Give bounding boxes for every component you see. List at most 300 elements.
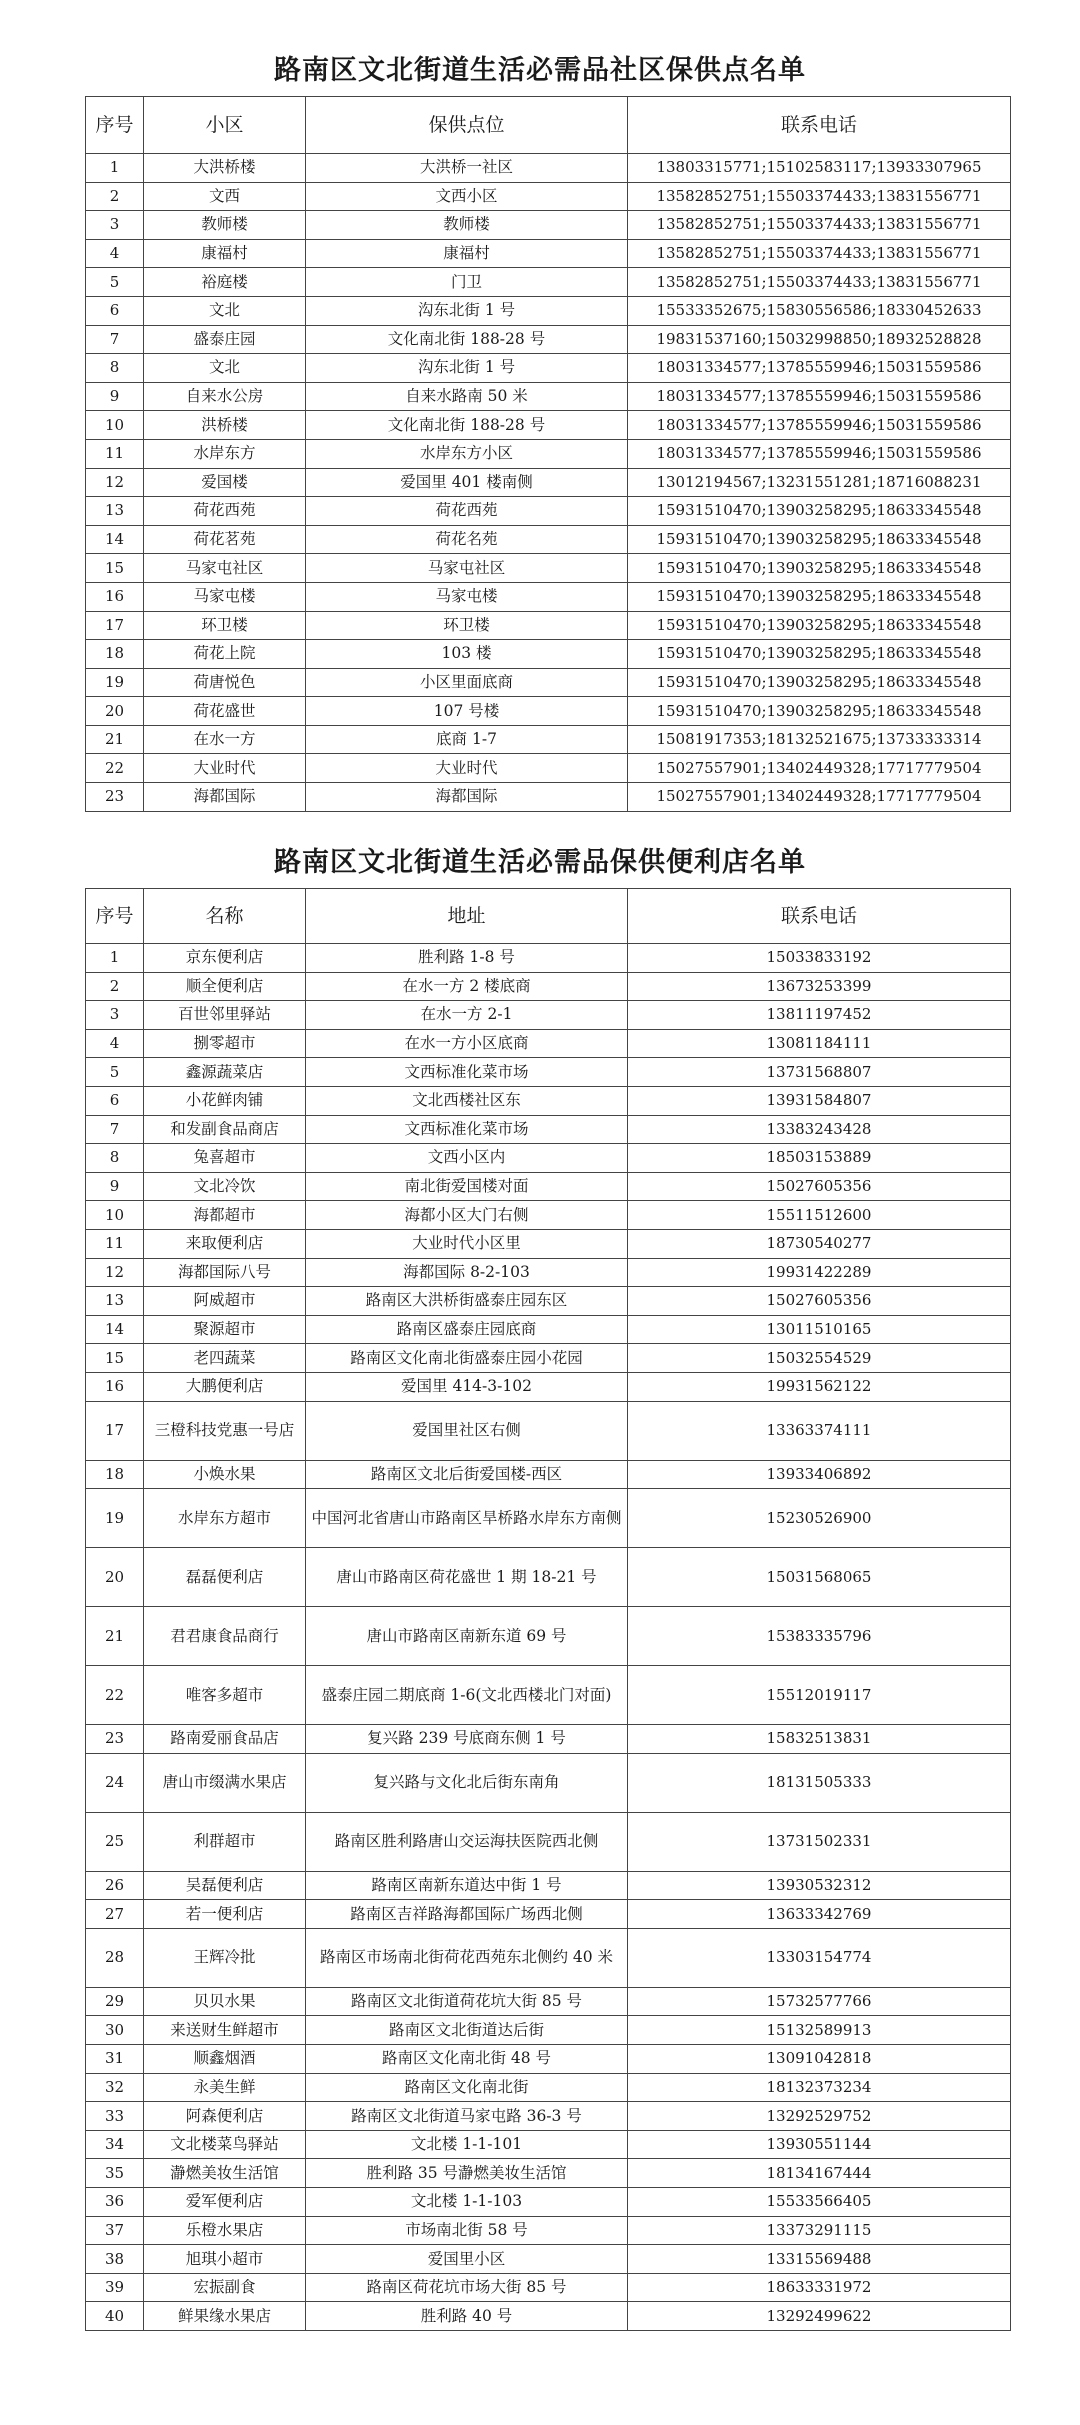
cell-location: 海都国际 8-2-103 (306, 1258, 628, 1287)
cell-phone: 13933406892 (628, 1460, 1011, 1489)
cell-index: 23 (86, 1725, 144, 1754)
cell-location: 路南区文北街道荷花坑大街 85 号 (306, 1987, 628, 2016)
header-index: 序号 (86, 889, 144, 944)
cell-index: 4 (86, 239, 144, 268)
cell-location: 复兴路 239 号底商东侧 1 号 (306, 1725, 628, 1754)
cell-location: 爱国里小区 (306, 2245, 628, 2274)
table-row (86, 2045, 1011, 2074)
cell-index: 24 (86, 1753, 144, 1812)
table-row (86, 1258, 1011, 1287)
cell-index: 3 (86, 211, 144, 240)
cell-name: 吴磊便利店 (144, 1871, 306, 1900)
cell-phone: 19831537160;15032998850;18932528828 (628, 325, 1011, 354)
cell-index: 22 (86, 754, 144, 783)
cell-phone: 13383243428 (628, 1115, 1011, 1144)
cell-name: 荷花茗苑 (144, 525, 306, 554)
cell-location: 文化南北街 188-28 号 (306, 325, 628, 354)
cell-index: 8 (86, 354, 144, 383)
cell-name: 自来水公房 (144, 382, 306, 411)
cell-index: 13 (86, 1287, 144, 1316)
cell-location: 大业时代 (306, 754, 628, 783)
table-row (86, 2302, 1011, 2331)
cell-name: 环卫楼 (144, 611, 306, 640)
cell-name: 在水一方 (144, 725, 306, 754)
cell-name: 荷花盛世 (144, 697, 306, 726)
cell-name: 利群超市 (144, 1812, 306, 1871)
community-supply-list-title: 路南区文北街道生活必需品社区保供点名单 (274, 55, 806, 86)
cell-name: 兔喜超市 (144, 1144, 306, 1173)
cell-index: 8 (86, 1144, 144, 1173)
cell-location: 荷花名苑 (306, 525, 628, 554)
cell-phone: 18131505333 (628, 1753, 1011, 1812)
table-row (86, 1144, 1011, 1173)
cell-phone: 15533352675;15830556586;18330452633 (628, 296, 1011, 325)
table-row (86, 2073, 1011, 2102)
cell-location: 中国河北省唐山市路南区旱桥路水岸东方南侧 (306, 1489, 628, 1548)
cell-phone: 15832513831 (628, 1725, 1011, 1754)
table-row (86, 2273, 1011, 2302)
table-row (86, 1229, 1011, 1258)
table-row (86, 182, 1011, 211)
cell-phone: 13803315771;15102583117;13933307965 (628, 154, 1011, 183)
header-index: 序号 (86, 97, 144, 154)
cell-index: 32 (86, 2073, 144, 2102)
cell-name: 文北 (144, 296, 306, 325)
cell-phone: 15132589913 (628, 2016, 1011, 2045)
cell-location: 环卫楼 (306, 611, 628, 640)
cell-index: 34 (86, 2130, 144, 2159)
header-phone: 联系电话 (628, 889, 1011, 944)
cell-location: 水岸东方小区 (306, 439, 628, 468)
cell-index: 9 (86, 382, 144, 411)
table-row (86, 1871, 1011, 1900)
table-row (86, 211, 1011, 240)
cell-phone: 15931510470;13903258295;18633345548 (628, 668, 1011, 697)
cell-name: 唐山市缀满水果店 (144, 1753, 306, 1812)
table-row (86, 668, 1011, 697)
table-row (86, 1812, 1011, 1871)
cell-phone: 13930551144 (628, 2130, 1011, 2159)
cell-phone: 13582852751;15503374433;13831556771 (628, 268, 1011, 297)
cell-index: 11 (86, 439, 144, 468)
table-row (86, 725, 1011, 754)
table-row (86, 2188, 1011, 2217)
cell-name: 荷花上院 (144, 640, 306, 669)
cell-index: 10 (86, 1201, 144, 1230)
cell-index: 40 (86, 2302, 144, 2331)
cell-location: 大业时代小区里 (306, 1229, 628, 1258)
cell-phone: 15027557901;13402449328;17717779504 (628, 754, 1011, 783)
cell-index: 7 (86, 325, 144, 354)
cell-index: 23 (86, 783, 144, 812)
header-phone: 联系电话 (628, 97, 1011, 154)
cell-index: 2 (86, 972, 144, 1001)
table-row (86, 525, 1011, 554)
cell-location: 文西小区内 (306, 1144, 628, 1173)
cell-phone: 15230526900 (628, 1489, 1011, 1548)
cell-index: 27 (86, 1900, 144, 1929)
cell-location: 文化南北街 188-28 号 (306, 411, 628, 440)
cell-index: 20 (86, 697, 144, 726)
cell-location: 文西小区 (306, 182, 628, 211)
cell-name: 荷花西苑 (144, 497, 306, 526)
cell-name: 教师楼 (144, 211, 306, 240)
cell-index: 9 (86, 1172, 144, 1201)
cell-name: 来取便利店 (144, 1229, 306, 1258)
cell-location: 盛泰庄园二期底商 1-6(文北西楼北门对面) (306, 1666, 628, 1725)
table-row (86, 1489, 1011, 1548)
cell-name: 鲜果缘水果店 (144, 2302, 306, 2331)
cell-location: 门卫 (306, 268, 628, 297)
cell-name: 京东便利店 (144, 944, 306, 973)
cell-phone: 18031334577;13785559946;15031559586 (628, 382, 1011, 411)
cell-phone: 15931510470;13903258295;18633345548 (628, 525, 1011, 554)
cell-phone: 13582852751;15503374433;13831556771 (628, 211, 1011, 240)
table-row (86, 611, 1011, 640)
cell-name: 大业时代 (144, 754, 306, 783)
table-header-row (86, 97, 1011, 154)
table-row (86, 325, 1011, 354)
cell-phone: 15931510470;13903258295;18633345548 (628, 497, 1011, 526)
cell-index: 10 (86, 411, 144, 440)
cell-phone: 18503153889 (628, 1144, 1011, 1173)
cell-phone: 15033833192 (628, 944, 1011, 973)
cell-location: 文北楼 1-1-103 (306, 2188, 628, 2217)
cell-phone: 13731502331 (628, 1812, 1011, 1871)
cell-location: 路南区荷花坑市场大街 85 号 (306, 2273, 628, 2302)
cell-location: 沟东北街 1 号 (306, 354, 628, 383)
cell-name: 老四蔬菜 (144, 1344, 306, 1373)
table-row (86, 1725, 1011, 1754)
cell-phone: 13091042818 (628, 2045, 1011, 2074)
cell-name: 磊磊便利店 (144, 1548, 306, 1607)
table-row (86, 1607, 1011, 1666)
cell-name: 顺全便利店 (144, 972, 306, 1001)
cell-index: 17 (86, 1401, 144, 1460)
cell-phone: 13315569488 (628, 2245, 1011, 2274)
cell-name: 路南爱丽食品店 (144, 1725, 306, 1754)
cell-location: 在水一方小区底商 (306, 1029, 628, 1058)
table-row (86, 2016, 1011, 2045)
table-row (86, 1548, 1011, 1607)
table-row (86, 1666, 1011, 1725)
cell-name: 大洪桥楼 (144, 154, 306, 183)
cell-location: 荷花西苑 (306, 497, 628, 526)
cell-phone: 15512019117 (628, 1666, 1011, 1725)
cell-name: 宏振副食 (144, 2273, 306, 2302)
cell-phone: 13303154774 (628, 1928, 1011, 1987)
cell-index: 15 (86, 1344, 144, 1373)
cell-location: 路南区吉祥路海都国际广场西北侧 (306, 1900, 628, 1929)
cell-name: 文西 (144, 182, 306, 211)
cell-index: 15 (86, 554, 144, 583)
cell-location: 在水一方 2 楼底商 (306, 972, 628, 1001)
cell-phone: 13633342769 (628, 1900, 1011, 1929)
cell-name: 阿威超市 (144, 1287, 306, 1316)
cell-name: 文北 (144, 354, 306, 383)
cell-location: 爱国里社区右侧 (306, 1401, 628, 1460)
cell-name: 来送财生鲜超市 (144, 2016, 306, 2045)
cell-phone: 15931510470;13903258295;18633345548 (628, 697, 1011, 726)
cell-phone: 13081184111 (628, 1029, 1011, 1058)
cell-name: 鑫源蔬菜店 (144, 1058, 306, 1087)
table-row (86, 1115, 1011, 1144)
table-row (86, 382, 1011, 411)
cell-location: 马家屯社区 (306, 554, 628, 583)
cell-index: 4 (86, 1029, 144, 1058)
cell-index: 6 (86, 296, 144, 325)
cell-index: 25 (86, 1812, 144, 1871)
cell-index: 2 (86, 182, 144, 211)
cell-name: 裕庭楼 (144, 268, 306, 297)
cell-name: 文北冷饮 (144, 1172, 306, 1201)
cell-index: 13 (86, 497, 144, 526)
cell-phone: 18132373234 (628, 2073, 1011, 2102)
cell-name: 小焕水果 (144, 1460, 306, 1489)
cell-index: 1 (86, 154, 144, 183)
cell-name: 荷唐悦色 (144, 668, 306, 697)
table-row (86, 2245, 1011, 2274)
cell-index: 29 (86, 1987, 144, 2016)
cell-location: 103 楼 (306, 640, 628, 669)
cell-name: 永美生鲜 (144, 2073, 306, 2102)
cell-index: 20 (86, 1548, 144, 1607)
cell-index: 18 (86, 640, 144, 669)
cell-name: 捌零超市 (144, 1029, 306, 1058)
cell-index: 17 (86, 611, 144, 640)
table-row (86, 582, 1011, 611)
cell-phone: 15931510470;13903258295;18633345548 (628, 554, 1011, 583)
cell-location: 爱国里 414-3-102 (306, 1372, 628, 1401)
cell-name: 小花鲜肉铺 (144, 1086, 306, 1115)
cell-phone: 18633331972 (628, 2273, 1011, 2302)
cell-phone: 15027605356 (628, 1287, 1011, 1316)
cell-phone: 13673253399 (628, 972, 1011, 1001)
cell-phone: 15931510470;13903258295;18633345548 (628, 611, 1011, 640)
cell-name: 君君康食品商行 (144, 1607, 306, 1666)
cell-index: 19 (86, 668, 144, 697)
cell-index: 33 (86, 2102, 144, 2131)
cell-phone: 19931422289 (628, 1258, 1011, 1287)
cell-location: 路南区盛泰庄园底商 (306, 1315, 628, 1344)
table-row (86, 1058, 1011, 1087)
cell-location: 底商 1-7 (306, 725, 628, 754)
cell-name: 若一便利店 (144, 1900, 306, 1929)
cell-index: 14 (86, 525, 144, 554)
cell-name: 贝贝水果 (144, 1987, 306, 2016)
table-row (86, 2102, 1011, 2131)
cell-phone: 13731568807 (628, 1058, 1011, 1087)
table-row (86, 944, 1011, 973)
cell-name: 和发副食品商店 (144, 1115, 306, 1144)
cell-location: 胜利路 40 号 (306, 2302, 628, 2331)
table-row (86, 1460, 1011, 1489)
cell-name: 聚源超市 (144, 1315, 306, 1344)
cell-index: 22 (86, 1666, 144, 1725)
cell-phone: 15027557901;13402449328;17717779504 (628, 783, 1011, 812)
cell-phone: 18031334577;13785559946;15031559586 (628, 354, 1011, 383)
cell-index: 28 (86, 1928, 144, 1987)
cell-index: 18 (86, 1460, 144, 1489)
cell-name: 大鹏便利店 (144, 1372, 306, 1401)
cell-location: 路南区文北街道马家屯路 36-3 号 (306, 2102, 628, 2131)
table-header-row (86, 889, 1011, 944)
cell-index: 37 (86, 2216, 144, 2245)
cell-location: 路南区大洪桥街盛泰庄园东区 (306, 1287, 628, 1316)
table-row (86, 1029, 1011, 1058)
table-row (86, 972, 1011, 1001)
cell-location: 自来水路南 50 米 (306, 382, 628, 411)
cell-phone: 13012194567;13231551281;18716088231 (628, 468, 1011, 497)
cell-location: 路南区胜利路唐山交运海扶医院西北侧 (306, 1812, 628, 1871)
table-row (86, 640, 1011, 669)
cell-phone: 13292529752 (628, 2102, 1011, 2131)
table-row (86, 2159, 1011, 2188)
table-row (86, 1315, 1011, 1344)
cell-location: 南北街爱国楼对面 (306, 1172, 628, 1201)
cell-location: 唐山市路南区南新东道 69 号 (306, 1607, 628, 1666)
cell-location: 海都小区大门右侧 (306, 1201, 628, 1230)
cell-location: 教师楼 (306, 211, 628, 240)
table-row (86, 296, 1011, 325)
cell-name: 水岸东方 (144, 439, 306, 468)
cell-location: 市场南北街 58 号 (306, 2216, 628, 2245)
cell-phone: 15931510470;13903258295;18633345548 (628, 640, 1011, 669)
cell-phone: 15511512600 (628, 1201, 1011, 1230)
cell-index: 39 (86, 2273, 144, 2302)
cell-phone: 18134167444 (628, 2159, 1011, 2188)
cell-index: 21 (86, 725, 144, 754)
cell-name: 瀞燃美妆生活馆 (144, 2159, 306, 2188)
cell-location: 路南区市场南北街荷花西苑东北侧约 40 米 (306, 1928, 628, 1987)
cell-location: 马家屯楼 (306, 582, 628, 611)
table-row (86, 1928, 1011, 1987)
cell-location: 路南区文化南北街 48 号 (306, 2045, 628, 2074)
cell-name: 文北楼菜鸟驿站 (144, 2130, 306, 2159)
cell-location: 路南区文化南北街 (306, 2073, 628, 2102)
cell-location: 胜利路 1-8 号 (306, 944, 628, 973)
table-row (86, 2130, 1011, 2159)
cell-index: 35 (86, 2159, 144, 2188)
cell-index: 36 (86, 2188, 144, 2217)
cell-location: 文北楼 1-1-101 (306, 2130, 628, 2159)
header-address: 地址 (306, 889, 628, 944)
cell-index: 7 (86, 1115, 144, 1144)
store-supply-table (85, 888, 1011, 2331)
cell-location: 路南区文化南北街盛泰庄园小花园 (306, 1344, 628, 1373)
cell-index: 12 (86, 468, 144, 497)
table-row (86, 1987, 1011, 2016)
cell-index: 14 (86, 1315, 144, 1344)
cell-name: 海都国际 (144, 783, 306, 812)
cell-name: 爱军便利店 (144, 2188, 306, 2217)
cell-location: 康福村 (306, 239, 628, 268)
cell-location: 爱国里 401 楼南侧 (306, 468, 628, 497)
community-supply-table (85, 96, 1011, 812)
table-row (86, 1001, 1011, 1030)
cell-phone: 13811197452 (628, 1001, 1011, 1030)
cell-phone: 13011510165 (628, 1315, 1011, 1344)
cell-location: 复兴路与文化北后街东南角 (306, 1753, 628, 1812)
table-row (86, 354, 1011, 383)
header-store-name: 名称 (144, 889, 306, 944)
cell-index: 3 (86, 1001, 144, 1030)
table-row (86, 1201, 1011, 1230)
cell-name: 王辉冷批 (144, 1928, 306, 1987)
cell-location: 文西标准化菜市场 (306, 1115, 628, 1144)
cell-location: 路南区南新东道达中街 1 号 (306, 1871, 628, 1900)
table-row (86, 1086, 1011, 1115)
cell-phone: 13582852751;15503374433;13831556771 (628, 182, 1011, 211)
cell-name: 唯客多超市 (144, 1666, 306, 1725)
cell-name: 乐橙水果店 (144, 2216, 306, 2245)
cell-name: 康福村 (144, 239, 306, 268)
cell-phone: 18031334577;13785559946;15031559586 (628, 411, 1011, 440)
cell-phone: 13363374111 (628, 1401, 1011, 1460)
cell-phone: 13930532312 (628, 1871, 1011, 1900)
cell-index: 19 (86, 1489, 144, 1548)
table-row (86, 411, 1011, 440)
cell-phone: 13373291115 (628, 2216, 1011, 2245)
cell-phone: 13582852751;15503374433;13831556771 (628, 239, 1011, 268)
cell-phone: 15032554529 (628, 1344, 1011, 1373)
cell-name: 水岸东方超市 (144, 1489, 306, 1548)
table-row (86, 154, 1011, 183)
cell-location: 路南区文北街道达后街 (306, 2016, 628, 2045)
cell-index: 5 (86, 268, 144, 297)
cell-phone: 18031334577;13785559946;15031559586 (628, 439, 1011, 468)
cell-name: 马家屯楼 (144, 582, 306, 611)
cell-location: 文北西楼社区东 (306, 1086, 628, 1115)
cell-location: 路南区文北后街爱国楼-西区 (306, 1460, 628, 1489)
cell-location: 海都国际 (306, 783, 628, 812)
cell-name: 爱国楼 (144, 468, 306, 497)
cell-phone: 15027605356 (628, 1172, 1011, 1201)
table-row (86, 754, 1011, 783)
table-row (86, 1753, 1011, 1812)
table-row (86, 1900, 1011, 1929)
cell-phone: 13292499622 (628, 2302, 1011, 2331)
cell-location: 唐山市路南区荷花盛世 1 期 18-21 号 (306, 1548, 628, 1607)
header-supply-point: 保供点位 (306, 97, 628, 154)
cell-index: 26 (86, 1871, 144, 1900)
table-row (86, 2216, 1011, 2245)
cell-name: 三橙科技党惠一号店 (144, 1401, 306, 1460)
cell-name: 顺鑫烟酒 (144, 2045, 306, 2074)
cell-phone: 15931510470;13903258295;18633345548 (628, 582, 1011, 611)
cell-phone: 15383335796 (628, 1607, 1011, 1666)
cell-phone: 15732577766 (628, 1987, 1011, 2016)
table-row (86, 1172, 1011, 1201)
cell-index: 1 (86, 944, 144, 973)
table-row (86, 468, 1011, 497)
cell-phone: 15533566405 (628, 2188, 1011, 2217)
cell-phone: 18730540277 (628, 1229, 1011, 1258)
cell-name: 马家屯社区 (144, 554, 306, 583)
cell-index: 16 (86, 582, 144, 611)
cell-index: 11 (86, 1229, 144, 1258)
header-community: 小区 (144, 97, 306, 154)
cell-index: 12 (86, 1258, 144, 1287)
cell-name: 百世邻里驿站 (144, 1001, 306, 1030)
cell-name: 盛泰庄园 (144, 325, 306, 354)
table-row (86, 268, 1011, 297)
store-supply-list-title: 路南区文北街道生活必需品保供便利店名单 (274, 847, 806, 878)
table-row (86, 783, 1011, 812)
table-row (86, 1344, 1011, 1373)
table-row (86, 239, 1011, 268)
cell-index: 30 (86, 2016, 144, 2045)
